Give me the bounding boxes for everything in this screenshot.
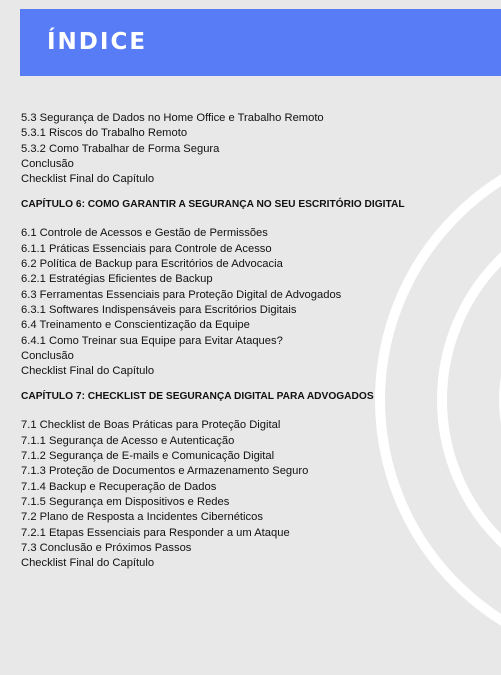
toc-entry[interactable]: 7.3 Conclusão e Próximos Passos	[21, 541, 192, 554]
toc-entry[interactable]: 7.1.2 Segurança de E-mails e Comunicação Digital	[21, 450, 275, 463]
toc-entry[interactable]: Checklist Final do Capítulo	[21, 365, 155, 378]
toc-entry[interactable]: 6.3.1 Softwares Indispensáveis para Escritórios Digitais	[21, 303, 297, 316]
table-of-contents	[21, 111, 491, 571]
toc-entry[interactable]: 6.1.1 Práticas Essenciais para Controle de Acesso	[21, 242, 272, 255]
chapter-6-heading[interactable]: CAPÍTULO 6: COMO GARANTIR A SEGURANÇA NO SEU ESCRITÓRIO DIGITAL	[21, 199, 405, 211]
toc-entry[interactable]: 5.3.2 Como Trabalhar de Forma Segura	[21, 142, 220, 155]
title-banner	[20, 9, 501, 76]
toc-entry[interactable]: 6.4 Treinamento e Conscientização da Equipe	[21, 319, 250, 332]
toc-entry[interactable]: 7.1.5 Segurança em Dispositivos e Redes	[21, 495, 230, 508]
toc-entry[interactable]: Conclusão	[21, 349, 74, 362]
toc-entry[interactable]: 6.3 Ferramentas Essenciais para Proteção Digital de Advogados	[21, 288, 342, 301]
toc-entry[interactable]: Conclusão	[21, 157, 74, 170]
chapter-7-heading[interactable]: CAPÍTULO 7: CHECKLIST DE SEGURANÇA DIGITAL PARA ADVOGADOS	[21, 391, 374, 403]
toc-entry[interactable]: 7.1.4 Backup e Recuperação de Dados	[21, 480, 217, 493]
toc-entry[interactable]: 7.2.1 Etapas Essenciais para Responder a um Ataque	[21, 526, 290, 539]
toc-entry[interactable]: 7.2 Plano de Resposta a Incidentes Cibernéticos	[21, 511, 263, 524]
toc-entry[interactable]: 5.3 Segurança de Dados no Home Office e Trabalho Remoto	[21, 112, 324, 124]
toc-entry[interactable]: Checklist Final do Capítulo	[21, 557, 155, 570]
toc-entry[interactable]: 7.1 Checklist de Boas Práticas para Proteção Digital	[21, 419, 281, 432]
toc-entry[interactable]: 7.1.3 Proteção de Documentos e Armazenamento Seguro	[21, 465, 309, 478]
toc-entry[interactable]: 5.3.1 Riscos do Trabalho Remoto	[21, 127, 188, 140]
toc-entry[interactable]: 6.4.1 Como Treinar sua Equipe para Evitar Ataques?	[21, 334, 283, 347]
page-title: ÍNDICE	[47, 29, 148, 55]
toc-entry[interactable]: 6.1 Controle de Acessos e Gestão de Permissões	[21, 227, 268, 240]
toc-entry[interactable]: Checklist Final do Capítulo	[21, 173, 155, 186]
toc-entry[interactable]: 6.2 Política de Backup para Escritórios de Advocacia	[21, 258, 283, 271]
toc-entry[interactable]: 6.2.1 Estratégias Eficientes de Backup	[21, 273, 213, 286]
toc-entry[interactable]: 7.1.1 Segurança de Acesso e Autenticação	[21, 434, 235, 447]
